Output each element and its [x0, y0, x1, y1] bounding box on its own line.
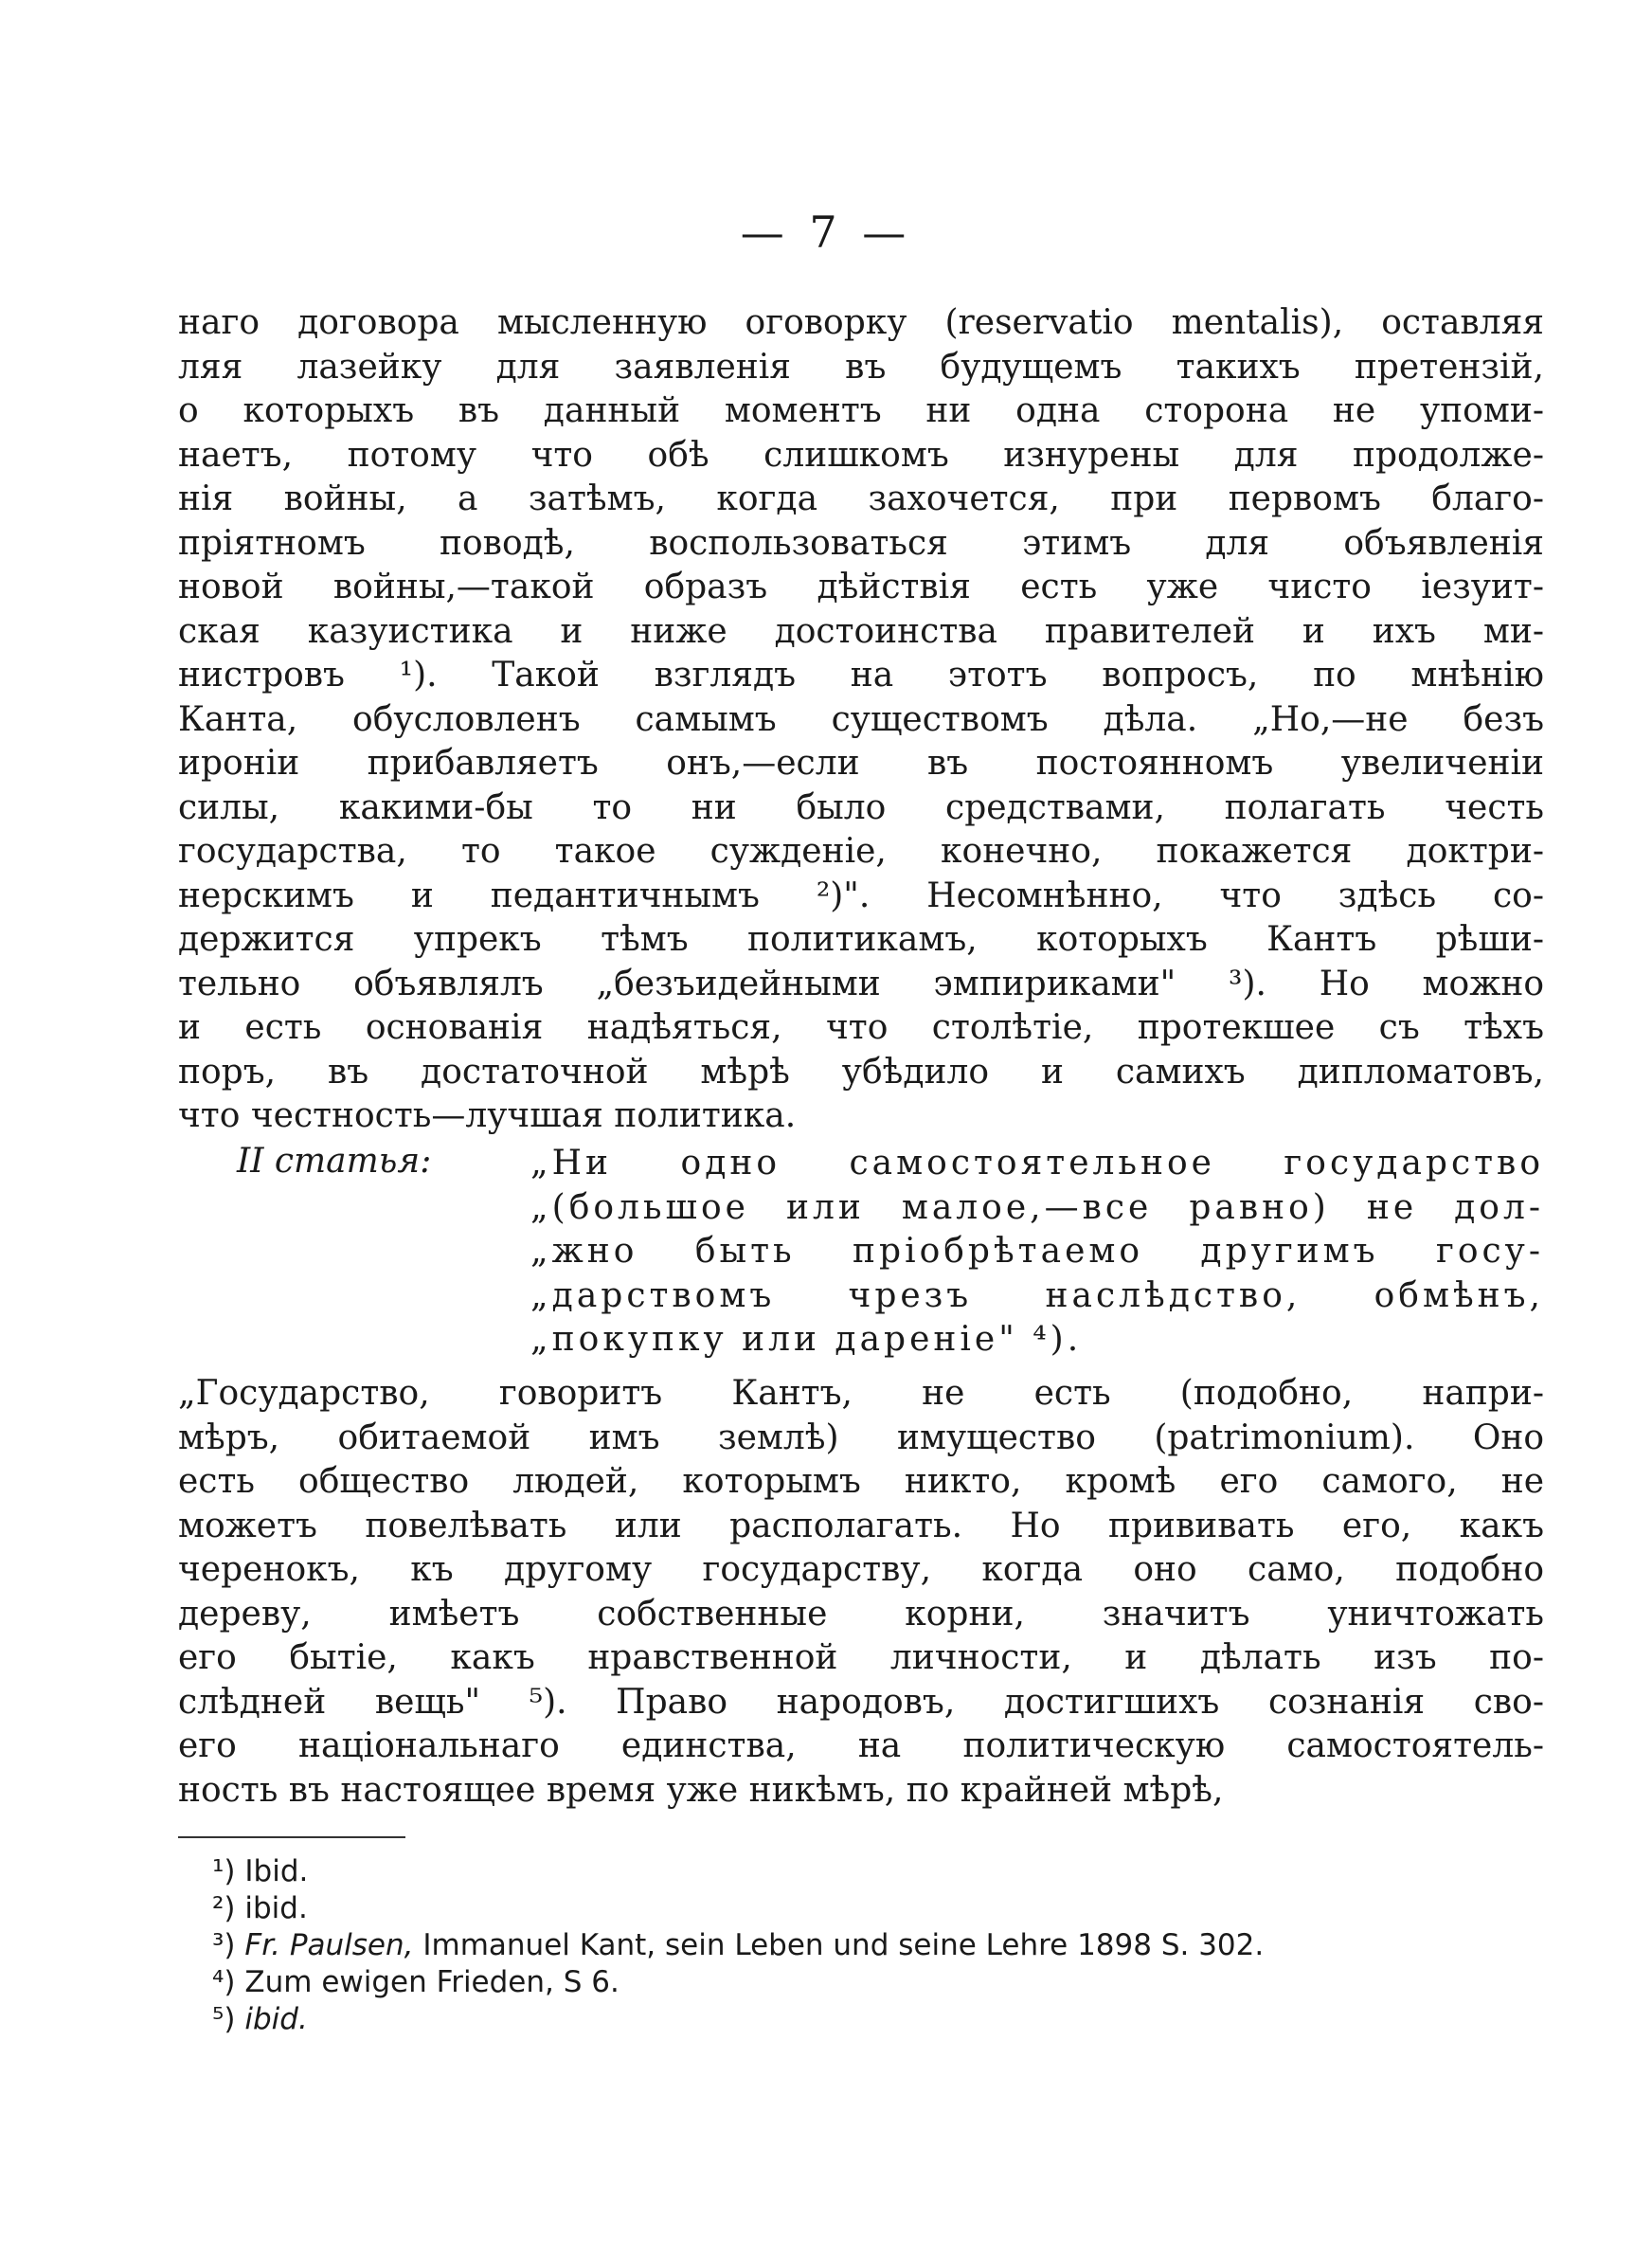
paragraph2-line: его бытіе, какъ нравственной личности, и дѣлать изъ по-	[178, 1638, 1544, 1677]
footnote-mark: ⁵)	[212, 2002, 245, 2036]
paragraph1-line: государства, то такое сужденіе, конечно, покажется доктри-	[178, 832, 1544, 871]
article-lines-line: „дарствомъ чрезъ наслѣдство, обмѣнъ,	[530, 1275, 1544, 1315]
paragraph2-line: мѣръ, обитаемой имъ землѣ) имущество (patrimonium). Оно	[178, 1417, 1544, 1457]
paragraph1-line: новой войны,—такой образъ дѣйствія есть уже чисто іезуит-	[178, 568, 1544, 606]
footnote-mark: ³)	[212, 1928, 245, 1962]
paragraph1-line: о которыхъ въ данный моментъ ни одна сторона не упоми-	[178, 391, 1544, 430]
article-lines-line: „жно быть пріобрѣтаемо другимъ госу-	[530, 1232, 1544, 1271]
footnote-text: Ibid.	[244, 1854, 309, 1888]
paragraph1-line: ляя лазейку для заявленія въ будущемъ такихъ претензій,	[178, 347, 1544, 387]
paragraph1-line: нерскимъ и педантичнымъ ²)". Несомнѣнно, что здѣсь со-	[178, 876, 1544, 915]
paragraph2-line: черенокъ, къ другому государству, когда оно само, подобно	[178, 1550, 1544, 1589]
footnote	[212, 1891, 308, 1925]
article-lines-line: „Ни одно самостоятельное государство	[530, 1144, 1544, 1183]
paragraph1-line: нистровъ ¹). Такой взглядъ на этотъ вопросъ, по мнѣнію	[178, 656, 1544, 695]
footnote-author: ibid.	[244, 2002, 308, 2036]
footnote-divider	[178, 1836, 405, 1838]
paragraph2-line: можетъ повелѣвать или располагать. Но прививать его, какъ	[178, 1506, 1544, 1545]
footnote-mark: ⁴)	[212, 1965, 245, 1999]
footnote-text: Immanuel Kant, sein Leben und seine Lehre 1898 S. 302.	[422, 1928, 1265, 1962]
footnote-text: ibid.	[244, 1891, 308, 1925]
paragraph1-line: пріятномъ поводѣ, воспользоваться этимъ для объявленія	[178, 523, 1544, 563]
footnote	[212, 1965, 620, 1999]
paragraph2-line: „Государство, говоритъ Кантъ, не есть (подобно, напри-	[178, 1374, 1544, 1413]
paragraph1-line: что честность—лучшая политика.	[178, 1096, 797, 1135]
footnote-author: Fr. Paulsen,	[244, 1928, 423, 1962]
paragraph1-line: наетъ, потому что обѣ слишкомъ изнурены для продолже-	[178, 435, 1544, 475]
paragraph2-line: слѣдней вещь" ⁵). Право народовъ, достигшихъ сознанія сво-	[178, 1682, 1544, 1722]
footnote-mark: ²)	[212, 1891, 245, 1925]
paragraph1-line: поръ, въ достаточной мѣрѣ убѣдило и самихъ дипломатовъ,	[178, 1052, 1544, 1092]
paragraph2-line: его національнаго единства, на политическую самостоятель-	[178, 1726, 1544, 1765]
footnote	[212, 1928, 1264, 1962]
article-label: II статья:	[237, 1142, 432, 1181]
page-number: — 7 —	[740, 207, 912, 258]
paragraph1-line: нія войны, а затѣмъ, когда захочется, при первомъ благо-	[178, 479, 1544, 518]
footnote	[212, 2002, 308, 2036]
article-lines-line: „(большое или малое,—все равно) не дол-	[530, 1187, 1544, 1227]
paragraph2-line: дереву, имѣетъ собственные корни, значитъ уничтожать	[178, 1594, 1544, 1634]
footnote-mark: ¹)	[212, 1854, 245, 1888]
paragraph1-line: ская казуистика и ниже достоинства правителей и ихъ ми-	[178, 611, 1544, 651]
paragraph1-line: ироніи прибавляетъ онъ,—если въ постоянномъ увеличеніи	[178, 744, 1544, 783]
paragraph1-line: Канта, обусловленъ самымъ существомъ дѣла. „Но,—не безъ	[178, 699, 1544, 739]
article-lines-line: „покупку или дареніе" ⁴).	[530, 1320, 1083, 1359]
paragraph1-line: держится упрекъ тѣмъ политикамъ, которыхъ Кантъ рѣши-	[178, 920, 1544, 959]
paragraph1-line: и есть основанія надѣяться, что столѣтіе, протекшее съ тѣхъ	[178, 1008, 1544, 1047]
footnote-text: Zum ewigen Frieden, S 6.	[244, 1965, 620, 1999]
paragraph1-line: наго договора мысленную оговорку (reservatio mentalis), оставляя	[178, 303, 1544, 342]
paragraph2-line: ность въ настоящее время уже никѣмъ, по крайней мѣрѣ,	[178, 1770, 1224, 1810]
paragraph1-line: силы, какими-бы то ни было средствами, полагать честь	[178, 787, 1544, 827]
footnote	[212, 1854, 308, 1888]
paragraph2-line: есть общество людей, которымъ никто, кромѣ его самого, не	[178, 1462, 1544, 1501]
paragraph1-line: тельно объявлялъ „безъидейными эмпириками" ³). Но можно	[178, 964, 1544, 1003]
